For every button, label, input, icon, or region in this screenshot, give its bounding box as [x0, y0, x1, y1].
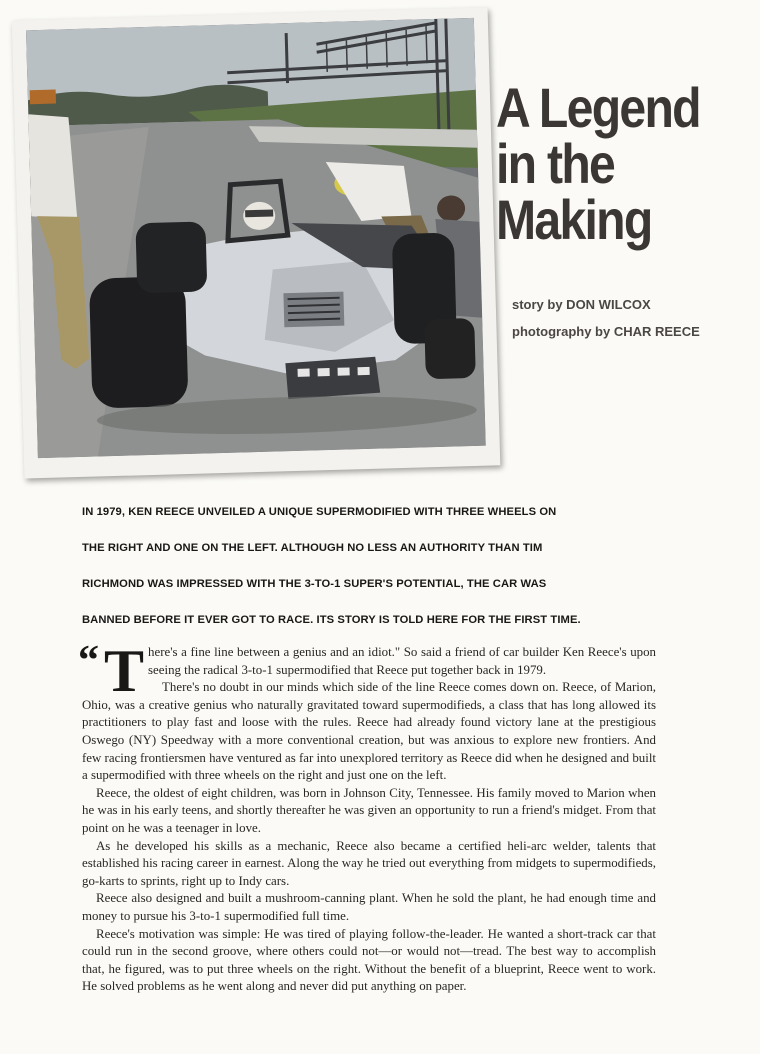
photo-frame: [12, 7, 501, 478]
quote-mark: “: [78, 638, 99, 684]
deck-line: BANNED BEFORE IT EVER GOT TO RACE. ITS STORY IS TOLD HERE FOR THE FIRST TIME.: [82, 614, 581, 626]
race-car-photo: [26, 18, 486, 458]
byline: [512, 291, 752, 345]
body-paragraph: [78, 638, 656, 704]
article-body: [78, 638, 656, 996]
headline-line: in the: [496, 132, 615, 195]
deck-line: IN 1979, KEN REECE UNVEILED A UNIQUE SUPERMODIFIED WITH THREE WHEELS ON: [82, 506, 557, 518]
drop-cap: T: [104, 638, 145, 704]
deck-line: THE RIGHT AND ONE ON THE LEFT. ALTHOUGH NO LESS AN AUTHORITY THAN TIM: [82, 542, 543, 554]
article-deck: [82, 494, 702, 638]
paragraph-text: here's a fine line between a genius and an idiot." So said a friend of car builder Ken Reece's upon seeing the radical 3-to-1 supermodified that Reece put together back in 1979.: [148, 645, 656, 677]
body-paragraph: Reece's motivation was simple: He was tired of playing follow-the-leader. He wanted a short-track car that could run in the second groove, where others could not—or would not—tread. The best way to accomplish that, he figured, was to put three wheels on the right. Without the benefit of a blueprint, Reece went to work. He solved problems as he went along and never did put anything on paper.: [82, 926, 656, 994]
article-headline: [496, 76, 711, 251]
race-car-illustration: [26, 18, 486, 458]
headline-line: Making: [496, 188, 652, 251]
photo-credit: photography by CHAR REECE: [512, 324, 700, 339]
headline-line: A Legend: [496, 76, 700, 139]
body-paragraph: As he developed his skills as a mechanic, Reece also became a certified heli-arc welder, talents that established his racing career in earnest. Along the way he tried out everything from midgets to supermodifieds, go-karts to sprints, right up to Indy cars.: [82, 838, 656, 888]
deck-line: RICHMOND WAS IMPRESSED WITH THE 3-TO-1 SUPER'S POTENTIAL, THE CAR WAS: [82, 578, 547, 590]
body-paragraph: Reece also designed and built a mushroom-canning plant. When he sold the plant, he had enough time and money to pursue his 3-to-1 supermodified full time.: [82, 891, 656, 923]
body-paragraph: There's no doubt in our minds which side of the line Reece comes down on. Reece, of Marion, Ohio, was a creative genius who naturally gravitated toward supermodifieds, a class that has long allowed its practitioners to play fast and loose with the rules. Reece had already found victory lane at the prestigious Oswego (NY) Speedway with a more conventional creation, but was anxious to explore new frontiers. And few racing frontiersmen have ventured as far into unexplored territory as Reece did when he designed and built a supermodified with three wheels on the right and just one on the left.: [82, 680, 656, 783]
body-paragraph: Reece, the oldest of eight children, was born in Johnson City, Tennessee. His family moved to Marion when he was in his early teens, and shortly thereafter he was given an opportunity to run a friend's midget. From that point on he was a teenager in love.: [82, 785, 656, 835]
story-credit: story by DON WILCOX: [512, 297, 651, 312]
